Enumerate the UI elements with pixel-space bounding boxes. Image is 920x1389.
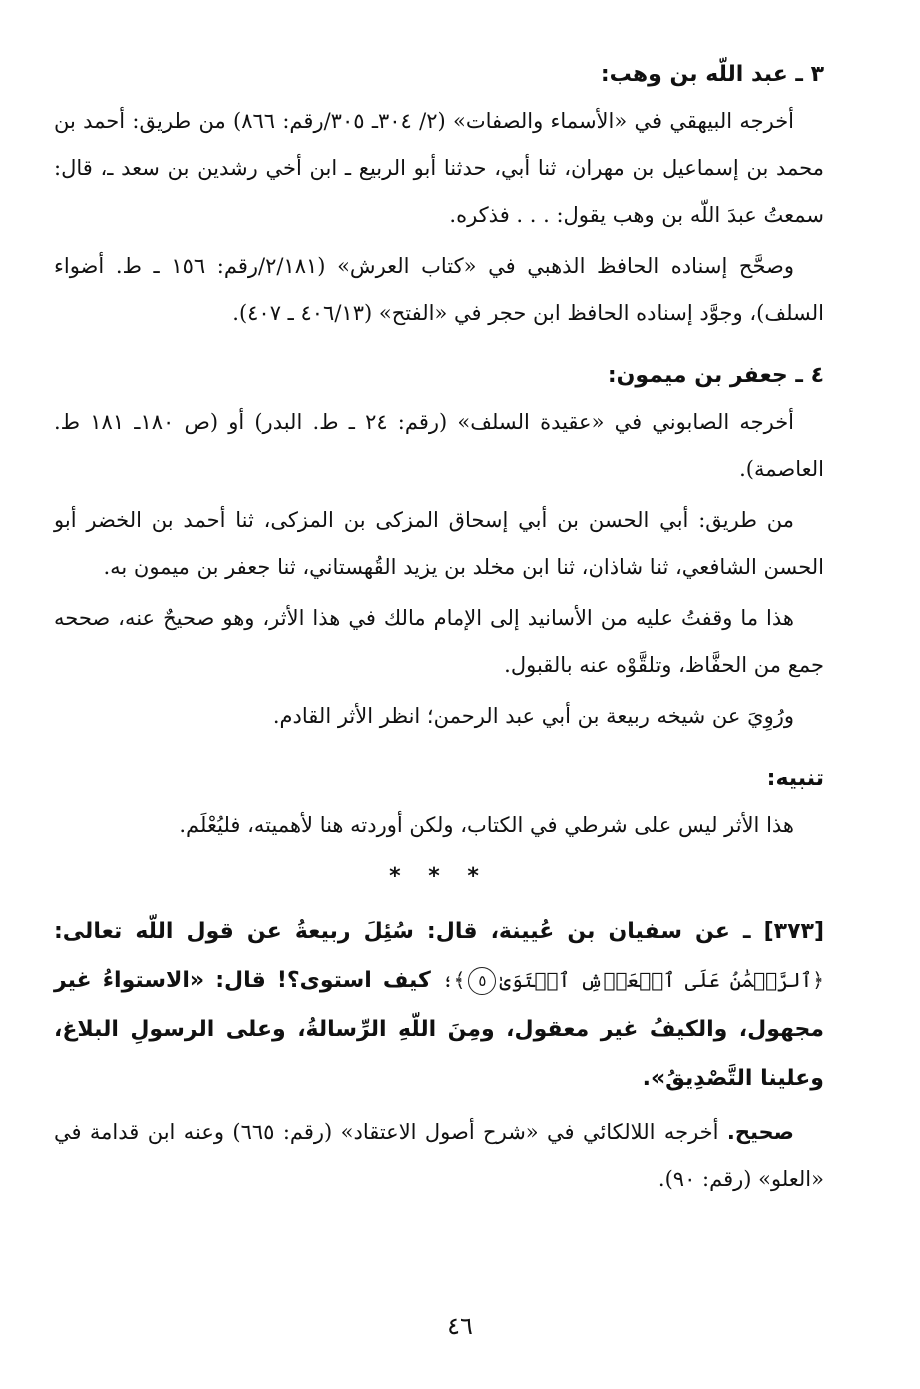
page-body — [54, 52, 824, 1207]
paragraph-bayhaqi-takhrij: أخرجه البيهقي في «الأسماء والصفات» (٢/ ٣٠٤ـ ٣٠٥/رقم: ٨٦٦) من طريق: أحمد بن محمد بن إسماعيل بن مهران، ثنا أبي، حدثنا أبو الربيع ـ ابن أخي رشدين بن سعد ـ، قال: سمعتُ عبدَ اللّه بن وهب يقول: . . . فذكره. — [54, 109, 824, 227]
page-number: ٤٦ — [447, 1312, 473, 1340]
paragraph-sabuni-takhrij: أخرجه الصابوني في «عقيدة السلف» (رقم: ٢٤ ـ ط. البدر) أو (ص ١٨٠ـ ١٨١ ط. العاصمة). — [54, 410, 824, 481]
notice-paragraph: هذا الأثر ليس على شرطي في الكتاب، ولكن أوردته هنا لأهميته، فليُعْلَم. — [179, 813, 794, 837]
quran-verse-close: ﴾؛ — [441, 968, 466, 992]
paragraph-isnad-authentication: وصحَّح إسناده الحافظ الذهبي في «كتاب العرش» (٢/١٨١/رقم: ١٥٦ ـ ط. أضواء السلف)، وجوَّد إسناده الحافظ ابن حجر في «الفتح» (٤٠٦/١٣ ـ ٤٠٧). — [54, 254, 824, 325]
spacer — [54, 744, 824, 756]
ayah-number-marker: ٥ — [468, 967, 496, 995]
athar-373-text — [54, 907, 824, 1103]
spacer — [54, 341, 824, 353]
section-heading-jafar-ibn-maymun: ٤ ـ جعفر بن ميمون: — [607, 363, 824, 388]
athar-373-takhrij — [54, 1109, 824, 1203]
notice-heading: تنبيه: — [766, 766, 824, 791]
paragraph-rabia-reference: ورُوِيَ عن شيخه ربيعة بن أبي عبد الرحمن؛ انظر الأثر القادم. — [272, 704, 794, 728]
section-separator: * * * — [389, 864, 489, 889]
athar-rest: كيف استوى؟! قال: «الاستواءُ غير مجهول، والكيفُ غير معقول، ومِنَ اللّهِ الرِّسالةُ، وعلى الرسولِ البلاغ، وعلينا التَّصْدِيقُ». — [54, 968, 824, 1091]
athar-intro: [٣٧٣] ـ عن سفيان بن عُيينة، قال: سُئِلَ ربيعةُ عن قول اللّه تعالى: — [54, 919, 824, 944]
hadith-grade: صحيح. — [726, 1120, 794, 1144]
takhrij-text: أخرجه اللالكائي في «شرح أصول الاعتقاد» (رقم: ٦٦٥) وعنه ابن قدامة في «العلو» (رقم: ٩٠). — [54, 1120, 824, 1191]
paragraph-conclusion: هذا ما وقفتُ عليه من الأسانيد إلى الإمام مالك في هذا الأثر، وهو صحيحٌ عنه، صححه جمع من الحفَّاظ، وتلقَّوْه عنه بالقبول. — [54, 606, 824, 677]
paragraph-isnad-chain: من طريق: أبي الحسن بن أبي إسحاق المزكى بن المزكى، ثنا أحمد بن الخضر أبو الحسن الشافعي، ثنا شاذان، ثنا ابن مخلد بن يزيد القُهستاني، ثنا جعفر بن ميمون به. — [54, 508, 824, 579]
section-heading-abdullah-ibn-wahb: ٣ ـ عبد اللّه بن وهب: — [600, 62, 824, 87]
quran-verse: ﴿ٱلرَّحۡمَٰنُ عَلَى ٱلۡعَرۡشِ ٱسۡتَوَىٰ — [499, 968, 824, 992]
